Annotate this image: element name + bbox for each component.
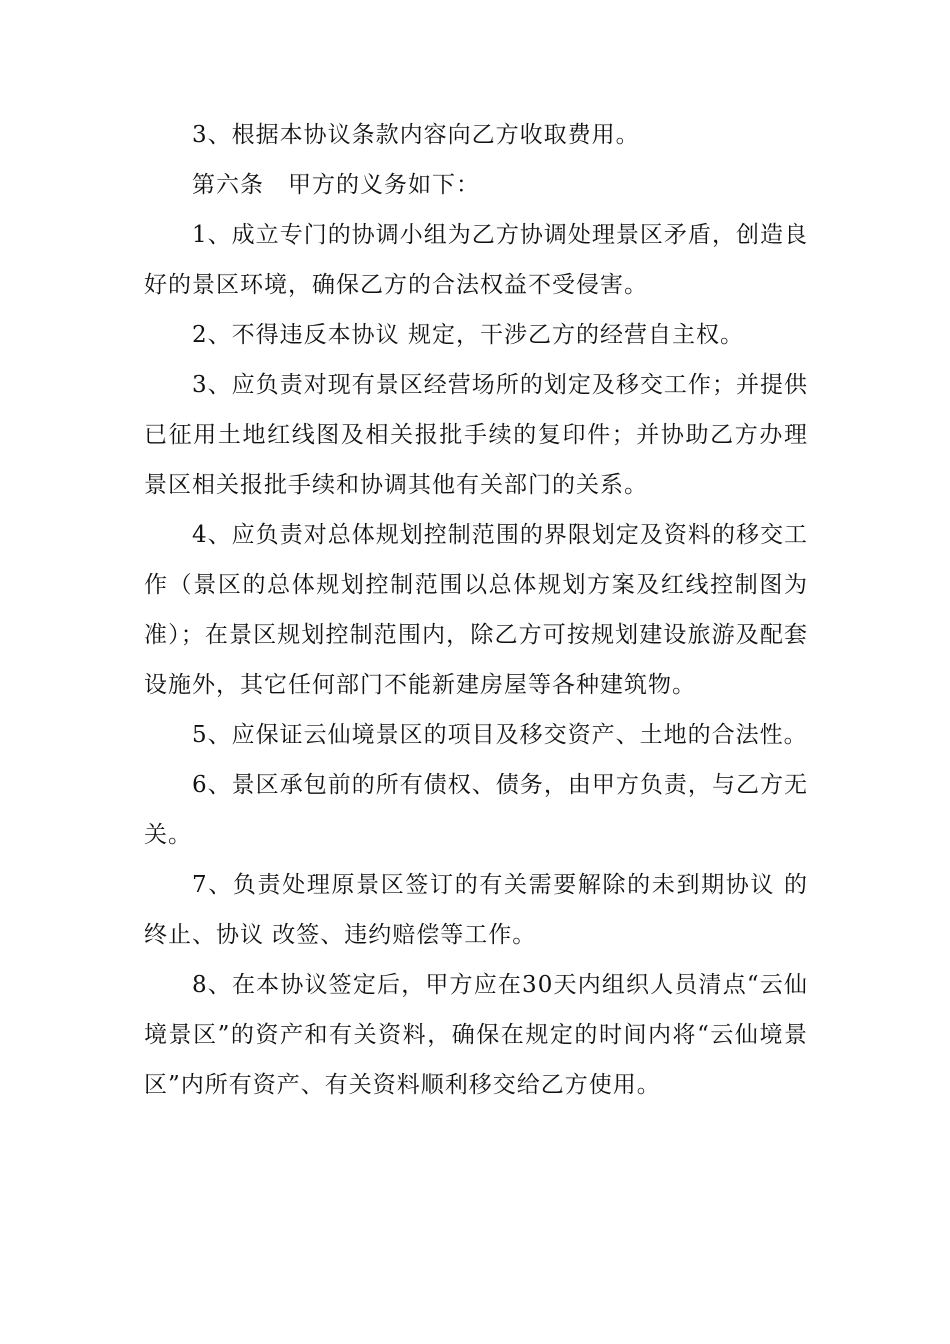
article-six-heading: 第六条 甲方的义务如下： <box>192 172 480 198</box>
paragraph-item-6-debts: 6、景区承包前的所有债权、债务，由甲方负责，与乙方无关。 <box>144 772 808 848</box>
paragraph-item-4-planning-boundary: 4、应负责对总体规划控制范围的界限划定及资料的移交工作（景区的总体规划控制范围以总体规划方案及红线控制图为准）；在景区规划控制范围内，除乙方可按规划建设旅游及配套设施外，其它任何部门不能新建房屋等各种建筑物。 <box>144 522 808 698</box>
paragraph-item-8-asset-transfer: 8、在本协议签定后，甲方应在30天内组织人员清点“云仙境景区”的资产和有关资料，确保在规定的时间内将“云仙境景区”内所有资产、有关资料顺利移交给乙方使用。 <box>144 972 808 1098</box>
paragraph-item-7-agreements: 7、负责处理原景区签订的有关需要解除的未到期协议 的终止、协议 改签、违约赔偿等工作。 <box>144 872 808 948</box>
paragraph-item-1-coordination: 1、成立专门的协调小组为乙方协调处理景区矛盾，创造良好的景区环境，确保乙方的合法权益不受侵害。 <box>144 222 808 298</box>
paragraph-item-3-fees: 3、根据本协议条款内容向乙方收取费用。 <box>192 122 640 148</box>
paragraph-item-2-no-interference: 2、不得违反本协议 规定，干涉乙方的经营自主权。 <box>192 322 744 348</box>
document-body <box>144 110 808 1110</box>
paragraph-item-5-legality: 5、应保证云仙境景区的项目及移交资产、土地的合法性。 <box>192 722 808 748</box>
paragraph-item-3-site-handover: 3、应负责对现有景区经营场所的划定及移交工作；并提供已征用土地红线图及相关报批手续的复印件；并协助乙方办理景区相关报批手续和协调其他有关部门的关系。 <box>144 372 808 498</box>
